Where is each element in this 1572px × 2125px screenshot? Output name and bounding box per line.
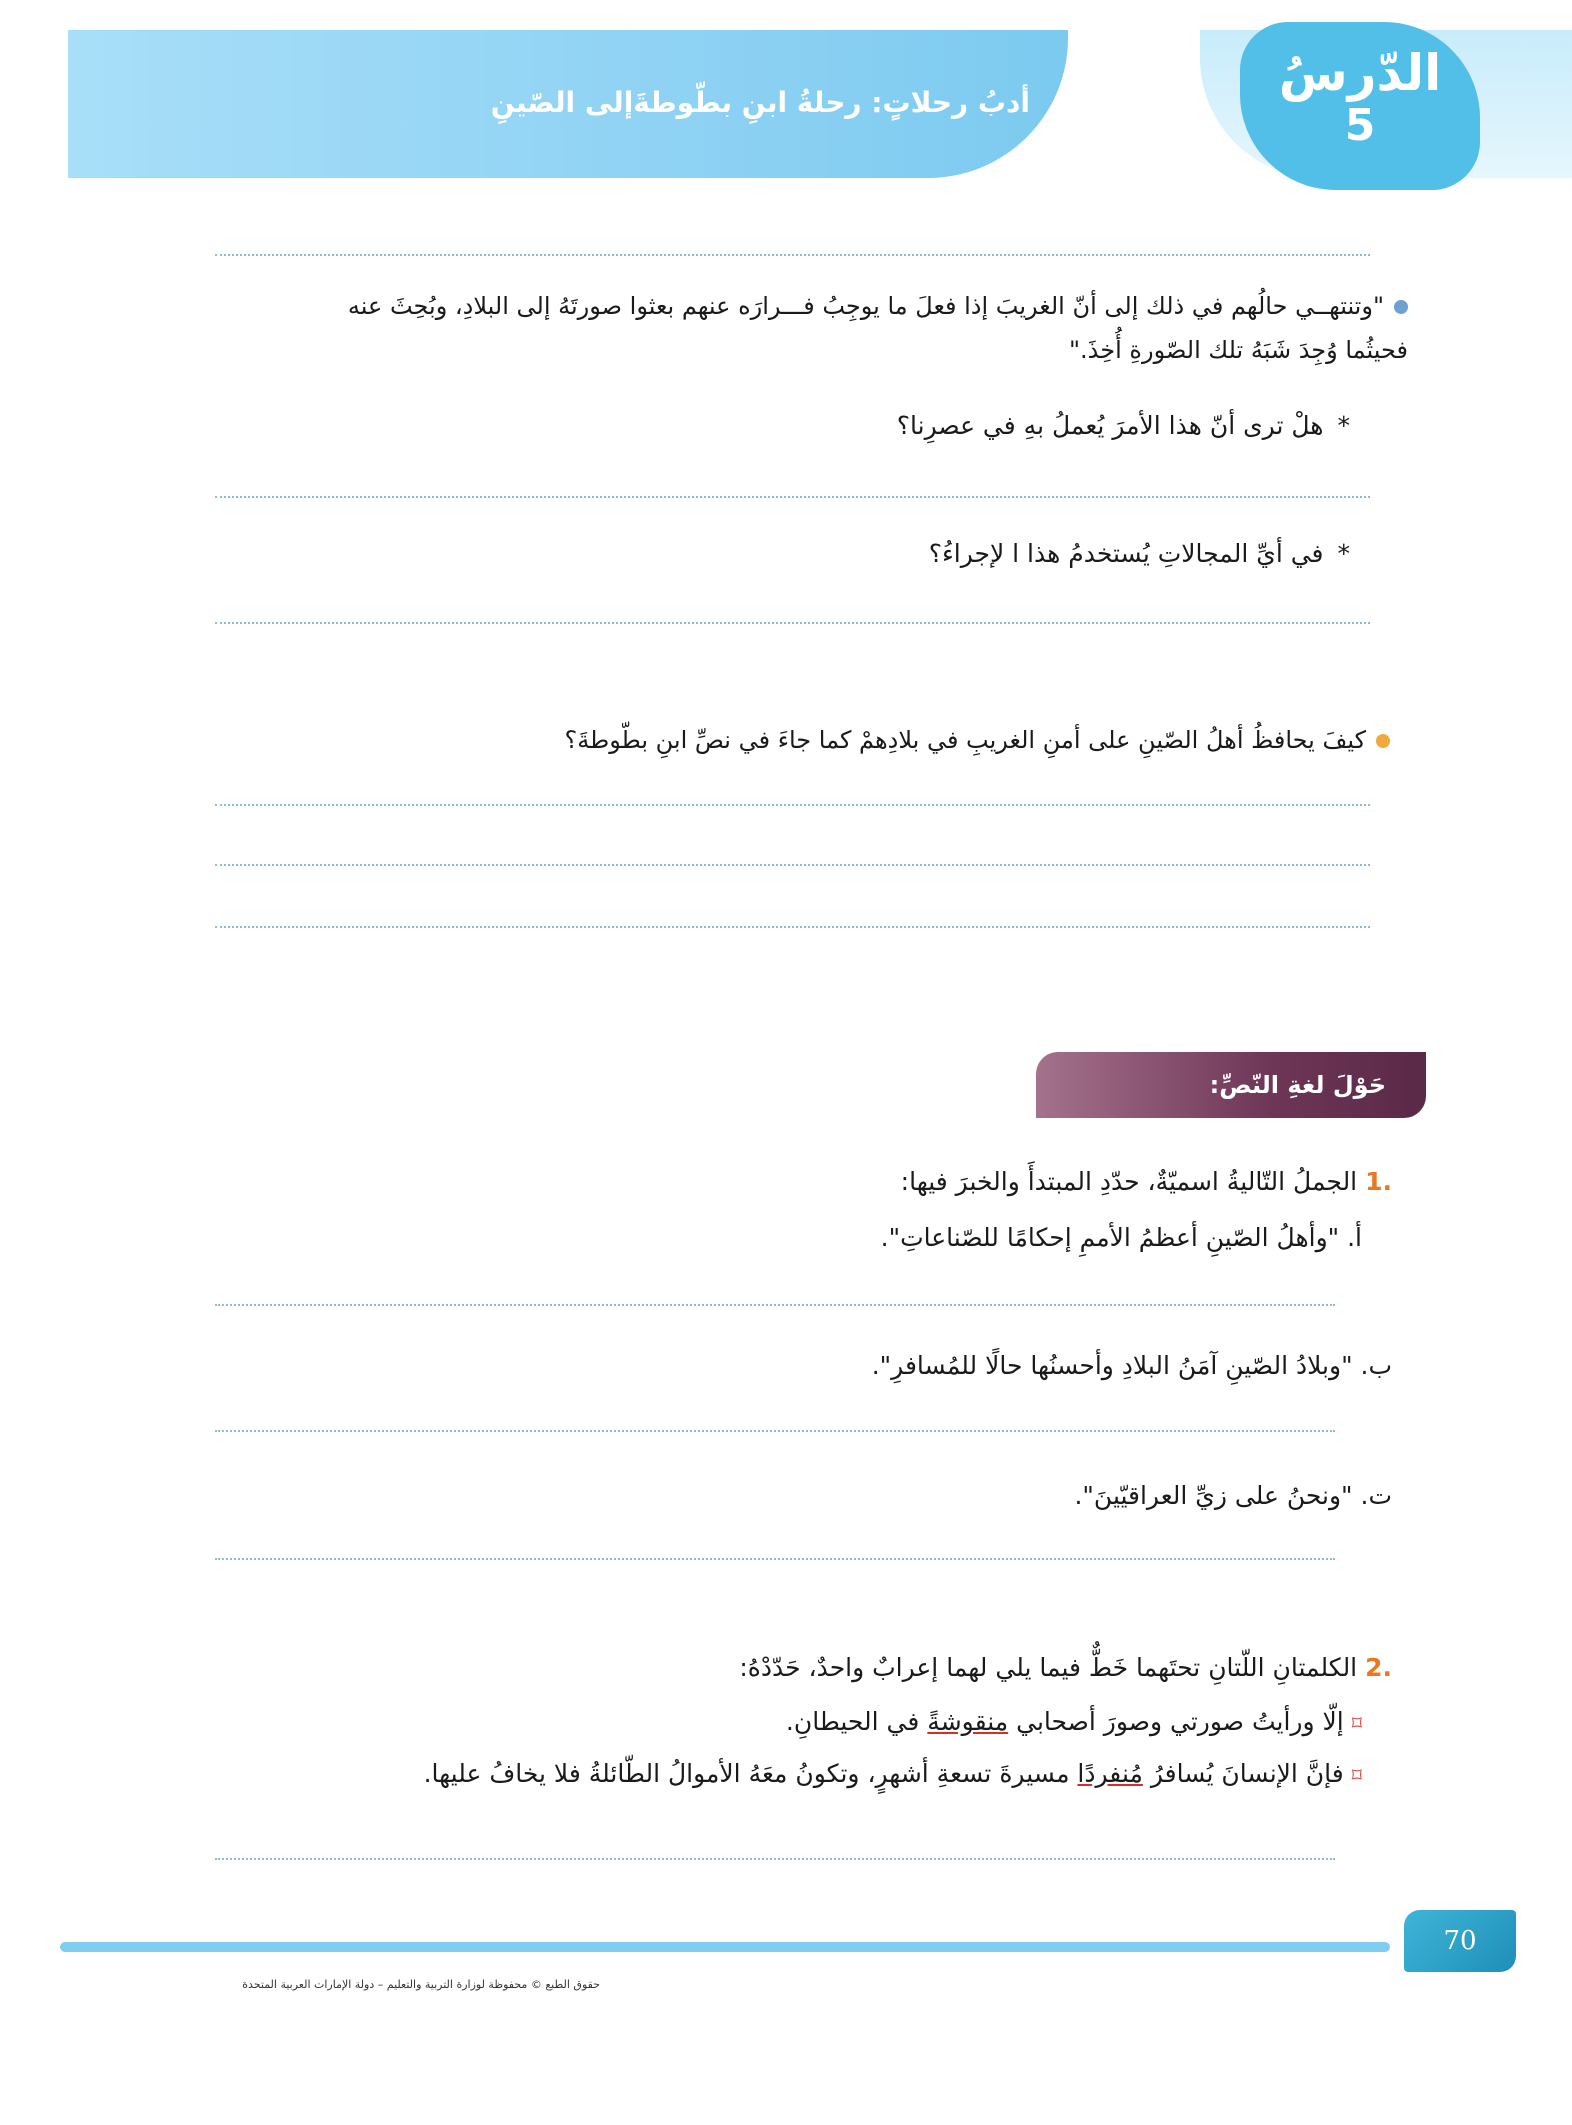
lesson-title: أدبُ رحلاتٍ: رحلةُ ابنِ بطّوطةَإلى الصّينِ (490, 86, 1030, 119)
sub-question-2: *في أيِّ المجالاتِ يُستخدمُ هذا ا لإجراءُ؟ (928, 539, 1350, 568)
page-number: 70 (1404, 1910, 1516, 1972)
item-2-instruction: .2 الكلمتانِ اللّتانِ تحتَهما خَطٌّ فيما يلي لهما إعرابٌ واحدٌ، حَدّدْهُ: (739, 1653, 1392, 1682)
item-2-sentence-2: ⌑فإنَّ الإنسانَ يُسافرُ مُنفردًا مسيرةَ تسعةِ أشهرٍ، وتكونُ معَهُ الأموالُ الطّائلةُ فلا يخافُ عليها. (423, 1759, 1362, 1788)
underlined-word: منقوشةً (927, 1707, 1009, 1736)
question-2: كيفَ يحافظُ أهلُ الصّينِ على أمنِ الغريبِ في بلادِهمْ كما جاءَ في نصِّ ابنِ بطّوطةَ؟ (160, 718, 1390, 762)
answer-line[interactable] (215, 804, 1370, 806)
star-bullet-icon: * (1337, 411, 1350, 440)
copyright-notice: حقوق الطبع © محفوظة لوزارة التربية والتعليم – دولة الإمارات العربية المتحدة (242, 1978, 600, 1991)
answer-line[interactable] (215, 1858, 1335, 1860)
item-1-a: أ. "وأهلُ الصّينِ أعظمُ الأممِ إحكامًا للصّناعاتِ". (880, 1223, 1362, 1252)
answer-line[interactable] (215, 926, 1370, 928)
answer-line[interactable] (215, 254, 1370, 256)
answer-line[interactable] (215, 622, 1370, 624)
answer-line[interactable] (215, 496, 1370, 498)
quote-paragraph (178, 284, 1408, 372)
list-marker-icon: ⌑ (1351, 1711, 1362, 1735)
section-tab-language: حَوْلَ لغةِ النّصِّ: (1036, 1052, 1426, 1118)
blue-bullet-icon (1394, 300, 1408, 314)
star-bullet-icon: * (1337, 539, 1350, 568)
list-marker-icon: ⌑ (1351, 1763, 1362, 1787)
item-number: .1 (1365, 1167, 1392, 1196)
item-number: .2 (1365, 1653, 1392, 1682)
item-2-sentence-1: ⌑إلّا ورأيتُ صورتي وصورَ أصحابي منقوشةً في الحيطانِ. (785, 1707, 1362, 1736)
quote-line: فحيثُما وُجِدَ شَبَهُ تلك الصّورةِ أُخِذَ." (1069, 336, 1408, 364)
quote-line: "وتنتهــي حالُهم في ذلك إلى أنّ الغريبَ إذا فعلَ ما يوجِبُ فـــرارَه عنهم بعثوا صورتَهُ إلى البلادِ، وبُحِثَ عنه (178, 284, 1408, 328)
footer-bar (60, 1942, 1390, 1952)
answer-line[interactable] (215, 1304, 1335, 1306)
item-1-b: ب. "وبلادُ الصّينِ آمَنُ البلادِ وأحسنُها حالًا للمُسافرِ". (871, 1351, 1392, 1380)
lesson-number: 5 (1344, 100, 1376, 151)
answer-line[interactable] (215, 864, 1370, 866)
answer-line[interactable] (215, 1430, 1335, 1432)
item-1-instruction: .1 الجملُ التّاليةُ اسميّةٌ، حدّدِ المبتدأَ والخبرَ فيها: (900, 1167, 1392, 1196)
lesson-badge (1240, 22, 1480, 190)
answer-line[interactable] (215, 1558, 1335, 1560)
orange-bullet-icon (1376, 734, 1390, 748)
sub-question-1: *هلْ ترى أنّ هذا الأمرَ يُعملُ بهِ في عصرِنا؟ (896, 411, 1350, 440)
underlined-word: مُنفردًا (1077, 1759, 1143, 1788)
item-1-t: ت. "ونحنُ على زيِّ العراقيّينَ". (1074, 1481, 1392, 1510)
lesson-label: الدّرسُ (1278, 44, 1442, 102)
